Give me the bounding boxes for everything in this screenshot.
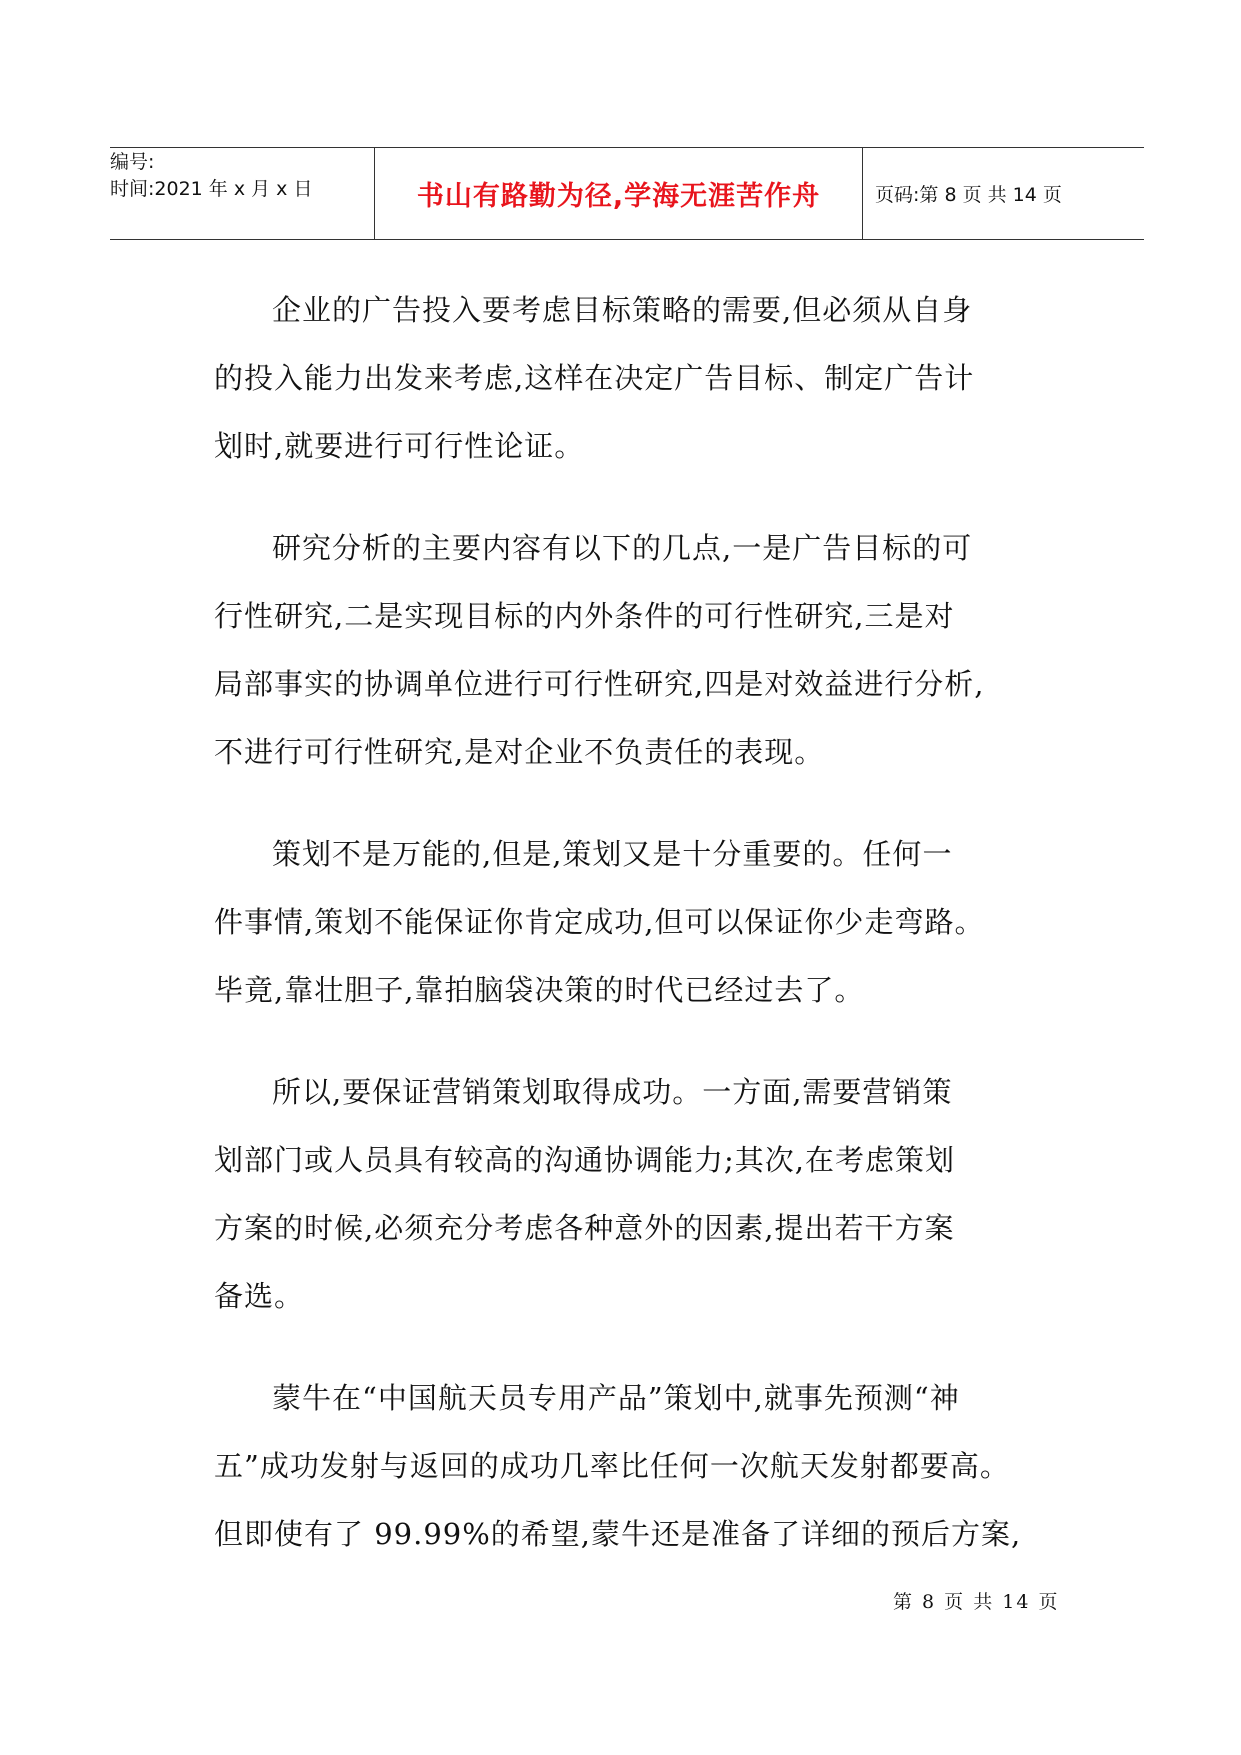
number-label: 编号: <box>110 151 155 173</box>
time-label: 时间:2021 年 x 月 x 日 <box>110 178 313 200</box>
text-line: 的投入能力出发来考虑,这样在决定广告目标、制定广告计 <box>214 361 975 395</box>
paragraph <box>214 820 1074 1024</box>
text-line: 五”成功发射与返回的成功几率比任何一次航天发射都要高。 <box>214 1449 1010 1483</box>
header-motto-cell <box>375 148 863 239</box>
text-line: 行性研究,二是实现目标的内外条件的可行性研究,三是对 <box>214 599 955 633</box>
text-line: 但即使有了 99.99%的希望,蒙牛还是准备了详细的预后方案, <box>214 1517 1022 1551</box>
text-line: 备选。 <box>214 1279 305 1313</box>
page-label: 页码:第 8 页 共 14 页 <box>875 184 1062 206</box>
text-line: 划时,就要进行可行性论证。 <box>214 429 585 463</box>
paragraph <box>214 514 1074 786</box>
text-line: 所以,要保证营销策划取得成功。一方面,需要营销策 <box>272 1075 953 1109</box>
paragraph <box>214 1058 1074 1330</box>
paragraph <box>214 276 1074 480</box>
page-footer: 第 8 页 共 14 页 <box>893 1591 1060 1613</box>
text-line: 件事情,策划不能保证你肯定成功,但可以保证你少走弯路。 <box>214 905 985 939</box>
header-meta <box>110 148 375 239</box>
document-header <box>110 147 1144 240</box>
paragraph <box>214 1364 1074 1568</box>
text-line: 局部事实的协调单位进行可行性研究,四是对效益进行分析, <box>214 667 985 701</box>
motto: 书山有路勤为径,学海无涯苦作舟 <box>416 181 821 212</box>
text-line: 研究分析的主要内容有以下的几点,一是广告目标的可 <box>272 531 973 565</box>
text-line: 方案的时候,必须充分考虑各种意外的因素,提出若干方案 <box>214 1211 955 1245</box>
document-body <box>214 276 1074 1602</box>
text-line: 划部门或人员具有较高的沟通协调能力;其次,在考虑策划 <box>214 1143 955 1177</box>
text-line: 毕竟,靠壮胆子,靠拍脑袋决策的时代已经过去了。 <box>214 973 865 1007</box>
text-line: 企业的广告投入要考虑目标策略的需要,但必须从自身 <box>272 293 973 327</box>
text-line: 不进行可行性研究,是对企业不负责任的表现。 <box>214 735 825 769</box>
text-line: 蒙牛在“中国航天员专用产品”策划中,就事先预测“神 <box>272 1381 960 1415</box>
header-page-cell <box>863 148 1144 239</box>
text-line: 策划不是万能的,但是,策划又是十分重要的。任何一 <box>272 837 953 871</box>
